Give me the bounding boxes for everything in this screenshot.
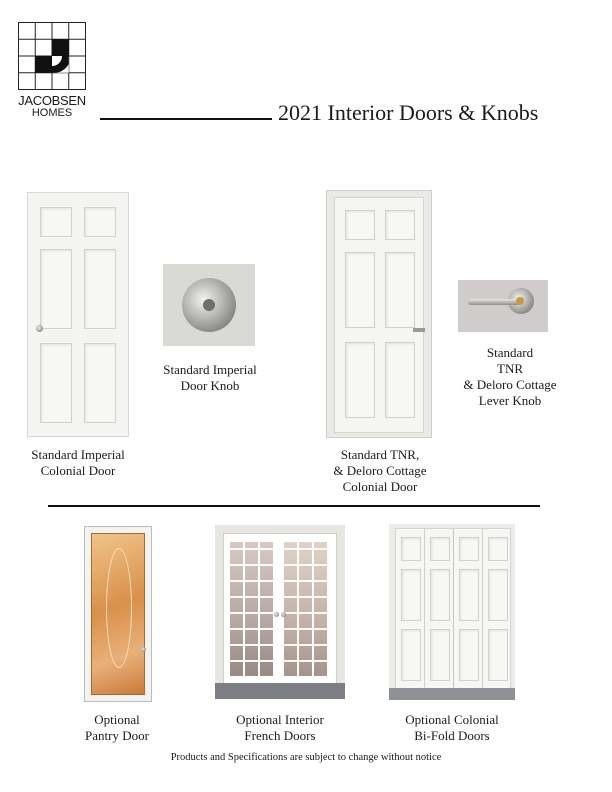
caption-line: Bi-Fold Doors xyxy=(414,728,490,743)
imperial-door-knob-photo xyxy=(163,264,255,346)
section-divider xyxy=(48,505,540,507)
logo-subname: HOMES xyxy=(31,107,73,119)
bifold-doors-photo xyxy=(389,524,515,700)
bifold-doors-caption xyxy=(382,712,522,744)
caption-line: French Doors xyxy=(244,728,316,743)
page-title: 2021 Interior Doors & Knobs xyxy=(278,100,539,125)
tnr-lever-knob-caption xyxy=(450,345,570,409)
brand-logo xyxy=(18,22,88,122)
caption-line: Optional Interior xyxy=(236,712,324,727)
title-rule xyxy=(100,118,272,120)
french-doors-photo xyxy=(215,525,345,699)
caption-line: Colonial Door xyxy=(40,463,116,478)
tnr-lever-knob-photo xyxy=(458,280,548,332)
caption-line: Optional Colonial xyxy=(405,712,499,727)
caption-line: TNR xyxy=(497,361,523,376)
french-doors-caption xyxy=(210,712,350,744)
caption-line: Lever Knob xyxy=(478,393,542,408)
imperial-door-knob-caption xyxy=(150,362,270,394)
tnr-colonial-door-photo xyxy=(326,190,432,438)
pantry-door-caption xyxy=(57,712,177,744)
caption-line: Door Knob xyxy=(180,378,240,393)
caption-line: Standard Imperial xyxy=(163,362,257,377)
caption-line: Standard xyxy=(486,345,534,360)
caption-line: Pantry Door xyxy=(85,728,149,743)
disclaimer-note: Products and Specifications are subject to change without notice xyxy=(170,752,442,763)
logo-name: JACOBSEN xyxy=(18,93,86,108)
caption-line: Standard Imperial xyxy=(31,447,125,462)
caption-line: Optional xyxy=(94,712,140,727)
imperial-colonial-door-photo xyxy=(27,192,129,437)
caption-line: & Deloro Cottage xyxy=(333,463,427,478)
caption-line: Colonial Door xyxy=(342,479,418,494)
pantry-door-photo xyxy=(84,526,152,702)
tnr-colonial-door-caption xyxy=(310,447,450,495)
imperial-colonial-door-caption xyxy=(18,447,138,479)
caption-line: Standard TNR, xyxy=(340,447,420,462)
logo-grid-mark xyxy=(18,22,86,90)
caption-line: & Deloro Cottage xyxy=(463,377,557,392)
